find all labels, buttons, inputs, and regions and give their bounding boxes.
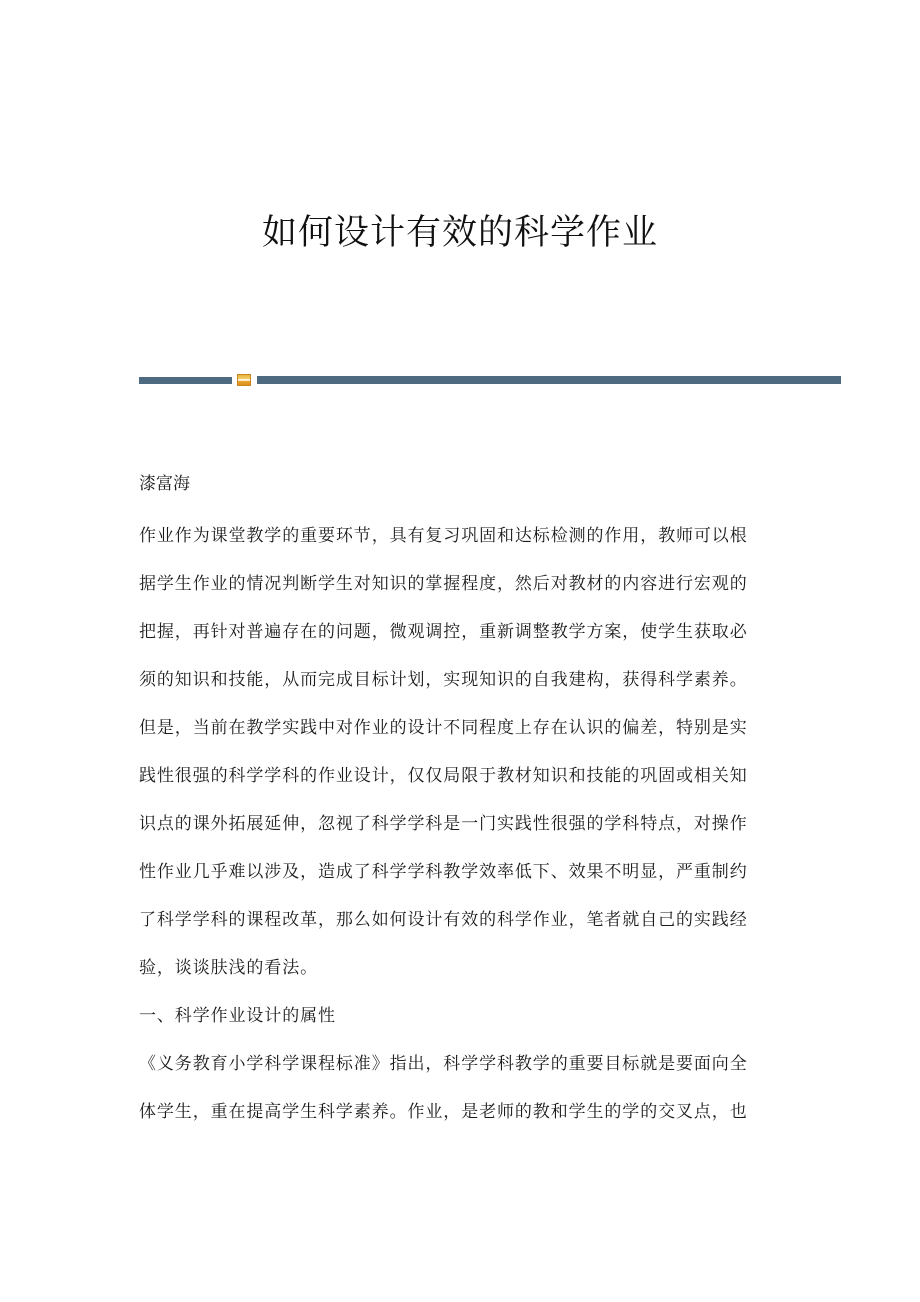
text-line: 《义务教育小学科学课程标准》指出，科学学科教学的重要目标就是要面向全 [139,1054,748,1074]
paragraph-standard [139,1050,771,1127]
text-line: 践性很强的科学学科的作业设计，仅仅局限于教材知识和技能的巩固或相关知 [139,766,748,786]
title-divider [139,374,841,386]
text-line: 体学生，重在提高学生科学素养。作业，是老师的教和学生的学的交叉点，也 [139,1102,748,1122]
text-line: 验，谈谈肤浅的看法。 [139,958,318,978]
text-line: 性作业几乎难以涉及，造成了科学学科教学效率低下、效果不明显，严重制约 [139,862,748,882]
divider-ornament-icon [237,374,251,386]
text-line: 须的知识和技能，从而完成目标计划，实现知识的自我建构，获得科学素养。 [139,670,748,690]
text-line: 了科学学科的课程改革，那么如何设计有效的科学作业，笔者就自己的实践经 [139,910,748,930]
text-line: 把握，再针对普遍存在的问题，微观调控，重新调整教学方案，使学生获取必 [139,622,748,642]
text-line: 但是，当前在教学实践中对作业的设计不同程度上存在认识的偏差，特别是实 [139,718,748,738]
document-title: 如何设计有效的科学作业 [261,213,658,253]
divider-bar-right [257,376,841,384]
text-line: 作业作为课堂教学的重要环节，具有复习巩固和达标检测的作用，教师可以根 [139,526,748,546]
text-line: 识点的课外拓展延伸，忽视了科学学科是一门实践性很强的学科特点，对操作 [139,814,748,834]
paragraph-intro [139,522,771,983]
section-heading: 一、科学作业设计的属性 [139,1006,336,1026]
document-body [139,470,771,1139]
author-name: 漆富海 [139,474,190,494]
text-line: 据学生作业的情况判断学生对知识的掌握程度，然后对教材的内容进行宏观的 [139,574,748,594]
divider-bar-left [139,377,232,384]
